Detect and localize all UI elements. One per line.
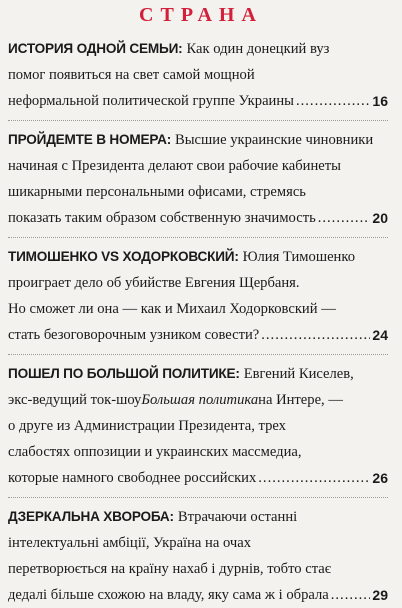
page-number: 26: [372, 470, 388, 486]
entry-text-line: начиная с Президента делают свои рабочие кабинеты: [8, 158, 341, 174]
entry-heading: ДЗЕРКАЛЬНА ХВОРОБА:: [8, 509, 174, 524]
entry-heading: ИСТОРИЯ ОДНОЙ СЕМЬИ:: [8, 41, 183, 56]
contents-entry[interactable]: [8, 127, 388, 231]
entry-text-line: неформальной политической группе Украины: [8, 93, 294, 109]
dotted-divider: [8, 120, 388, 121]
page-number: 20: [372, 210, 388, 226]
entry-text-line: Как один донецкий вуз: [186, 41, 330, 57]
entry-text-line: проиграет дело об убийстве Евгения Щербаня.: [8, 275, 300, 291]
dot-leader: [296, 88, 370, 114]
entry-text-line: слабостях оппозиции и украинских массмедиа,: [8, 444, 302, 460]
page-number: 29: [372, 587, 388, 603]
section-title: СТРАНА: [139, 4, 263, 26]
contents-entry[interactable]: [8, 504, 388, 608]
dot-leader: [318, 205, 371, 231]
dotted-divider: [8, 354, 388, 355]
entry-text-line: экс-ведущий ток-шоу: [8, 392, 142, 408]
entry-heading: ТИМОШЕНКО VS ХОДОРКОВСКИЙ:: [8, 249, 239, 264]
contents-entry[interactable]: [8, 244, 388, 348]
page-number: 24: [372, 327, 388, 343]
entry-text-line: Втрачаючи останні: [177, 509, 298, 525]
entry-text-line: Евгений Киселев,: [243, 366, 354, 382]
entry-text-line: Высшие украинские чиновники: [175, 132, 374, 148]
entry-text-line: перетворюється на країну нахаб і дурнів, тобто стає: [8, 561, 332, 577]
entry-heading: ПРОЙДЕМТЕ В НОМЕРА:: [8, 132, 172, 147]
dotted-divider: [8, 497, 388, 498]
dot-leader: [261, 322, 370, 348]
entry-text-line: о друге из Администрации Президента, трех: [8, 418, 286, 434]
entry-text-line: Но сможет ли она — как и Михаил Ходорковский —: [8, 301, 336, 317]
entry-text-line: дедалі більше схожою на владу, яку сама ж і обрала: [8, 587, 329, 603]
entry-text-line: стать безоговорочным узником совести?: [8, 327, 260, 343]
dot-leader: [258, 465, 370, 491]
page-number: 16: [372, 93, 388, 109]
dotted-divider: [8, 237, 388, 238]
entry-text-line: помог появиться на свет самой мощной: [8, 67, 255, 83]
show-title: Большая политика: [141, 392, 259, 408]
contents-entry[interactable]: [8, 361, 388, 491]
entry-heading: ПОШЕЛ ПО БОЛЬШОЙ ПОЛИТИКЕ:: [8, 366, 240, 381]
entry-text-line: показать таким образом собственную значимость: [8, 210, 316, 226]
entry-text-line: інтелектуальні амбіції, Україна на очах: [8, 535, 252, 551]
dot-leader: [331, 582, 371, 608]
entry-text-line: на Интере, —: [258, 392, 343, 408]
contents-entry[interactable]: [8, 36, 388, 114]
entry-text-line: Юлия Тимошенко: [242, 249, 355, 265]
entry-text-line: которые намного свободнее российских: [8, 470, 257, 486]
entry-text-line: шикарными персональными офисами, стремясь: [8, 184, 306, 200]
contents-list: [8, 36, 388, 608]
